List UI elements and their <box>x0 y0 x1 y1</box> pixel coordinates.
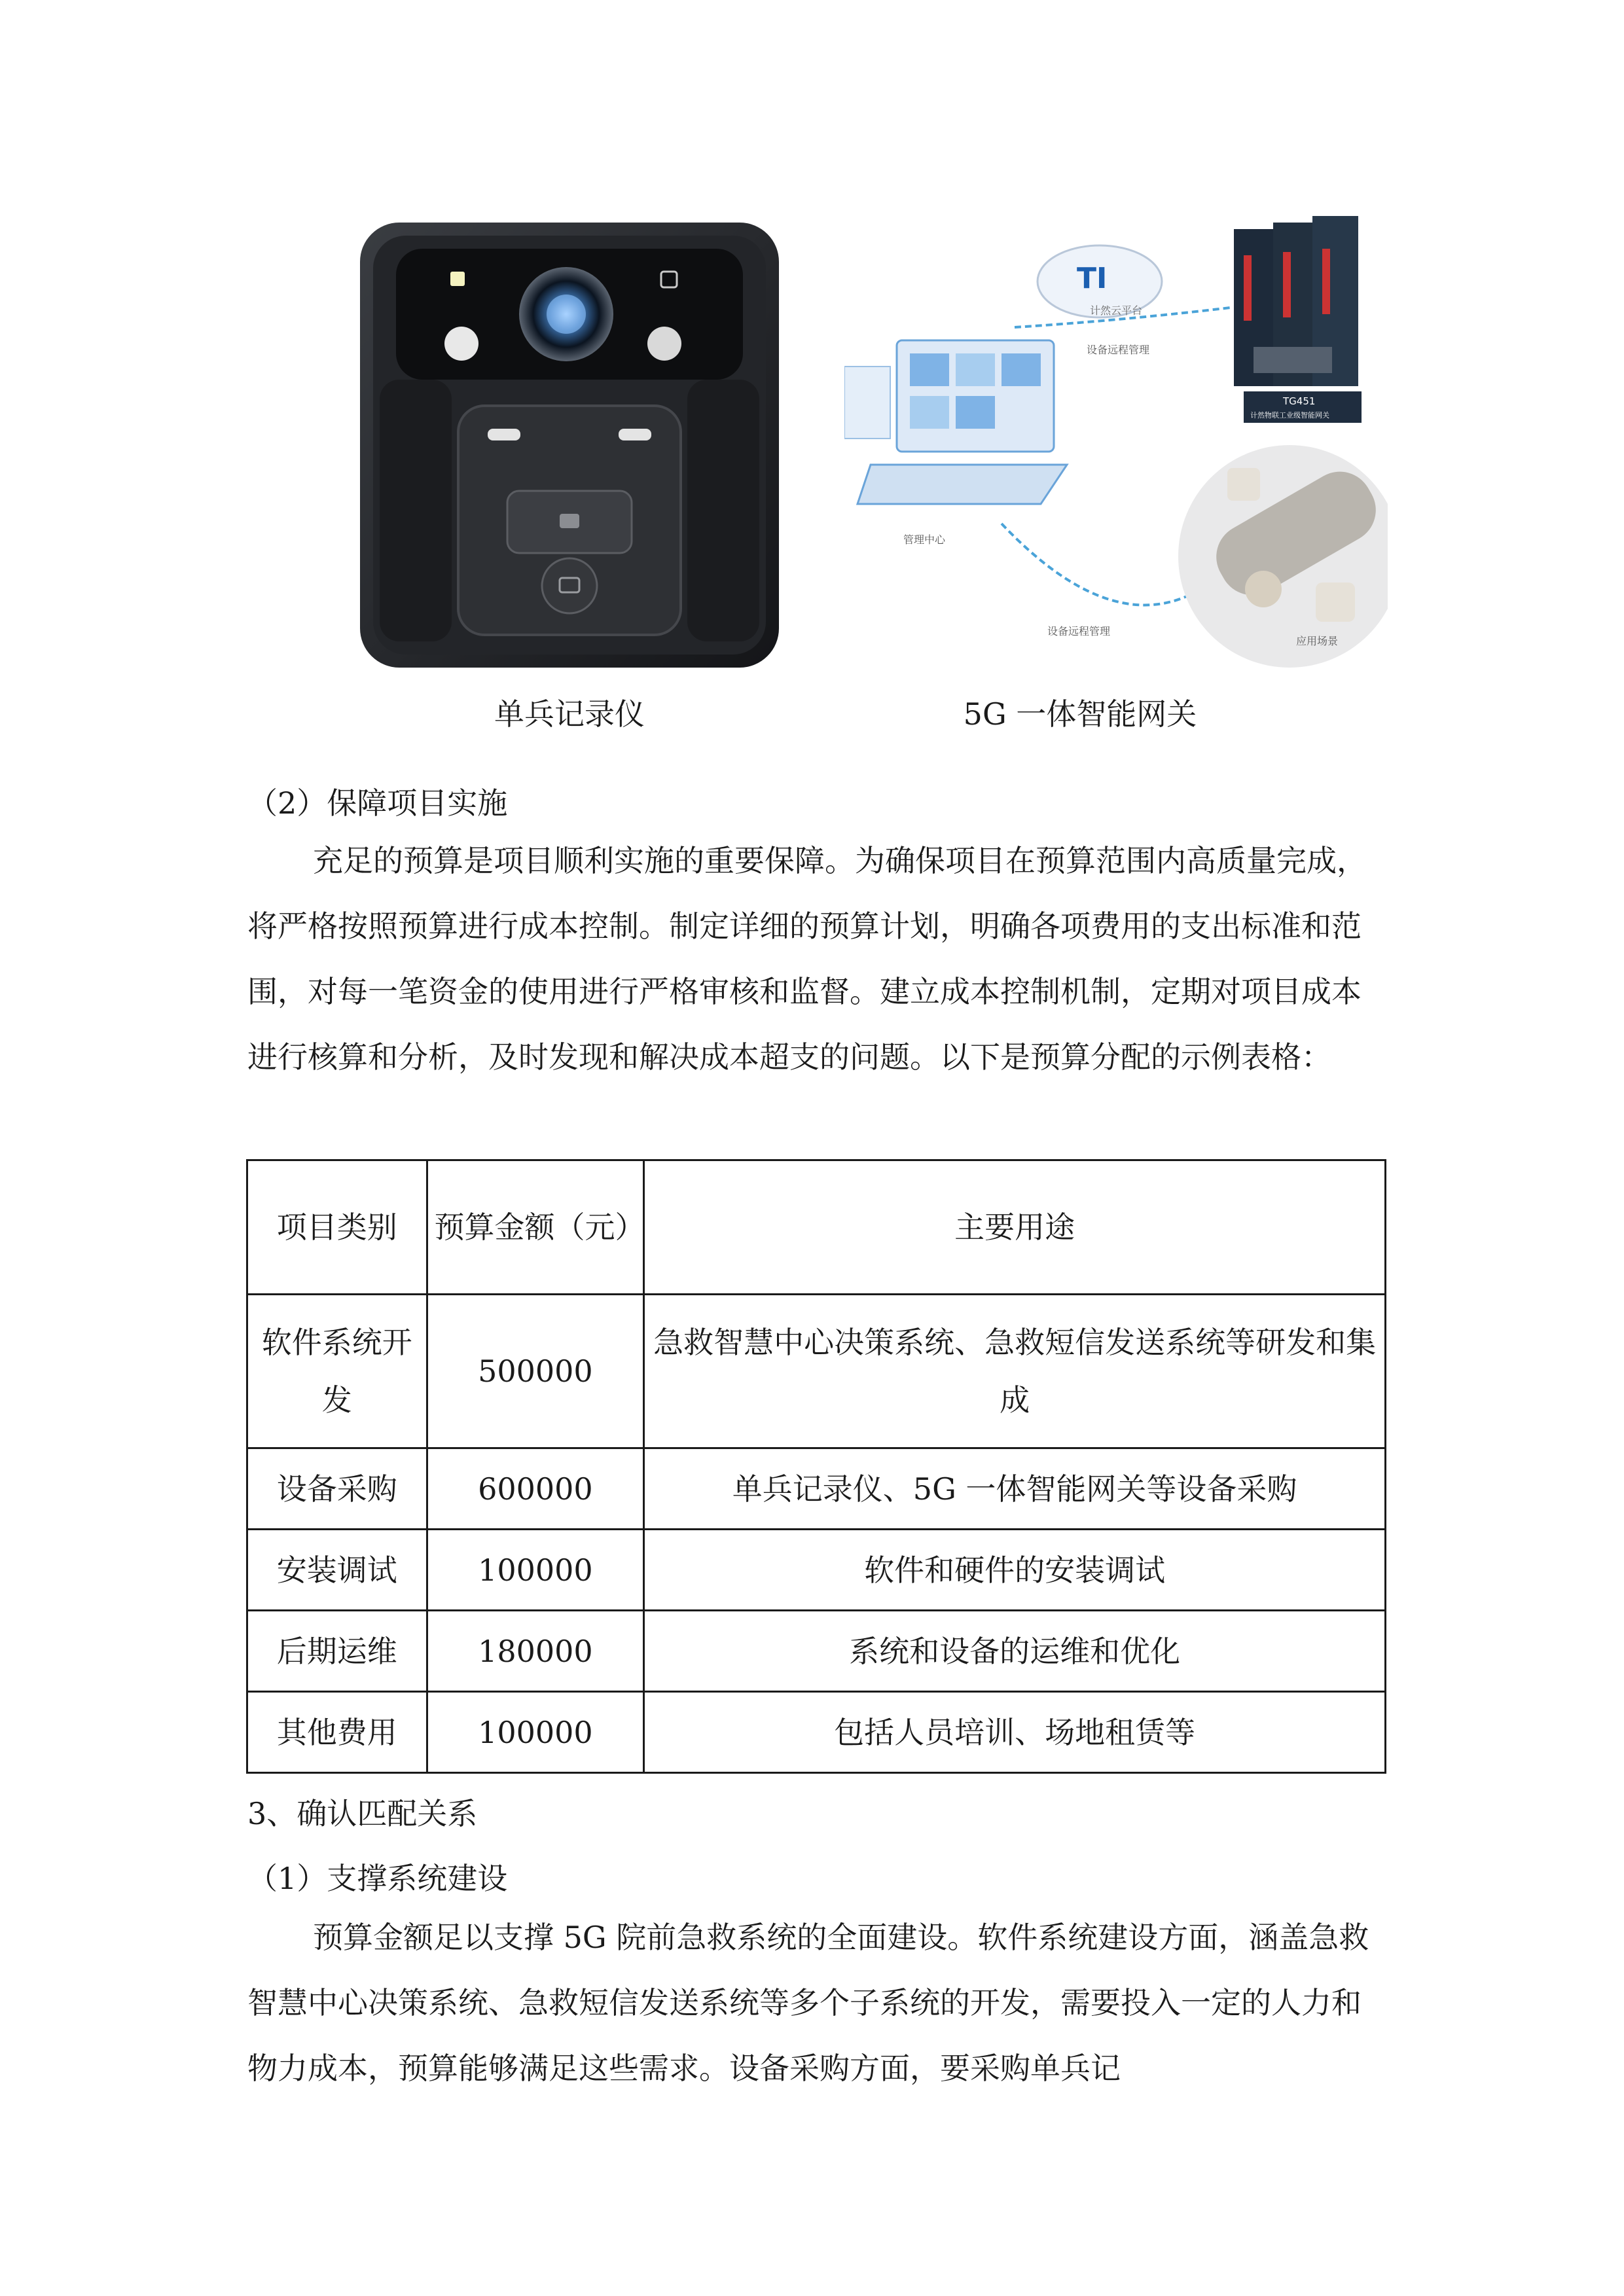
gateway-diagram-image <box>844 216 1388 674</box>
system-support-paragraph: 预算金额足以支撑 5G 院前急救系统的全面建设。软件系统建设方面，涵盖急救智慧中心决策系统、急救短信发送系统等多个子系统的开发，需要投入一定的人力和物力成本，预算能够满足这些需求。设备采购方面，要采购单兵记 <box>247 1920 1369 2086</box>
table-cell: 500000 <box>427 1295 644 1448</box>
table-header-cell: 主要用途 <box>644 1160 1386 1295</box>
svg-text:TI: TI <box>1077 262 1108 295</box>
cloud-label: 计然云平台 <box>1090 304 1143 317</box>
table-cell: 安装调试 <box>247 1530 427 1611</box>
table-cell: 180000 <box>427 1611 644 1692</box>
svg-text:TG451: TG451 <box>1283 395 1316 407</box>
table-cell: 600000 <box>427 1448 644 1530</box>
table-cell: 包括人员培训、场地租赁等 <box>644 1692 1386 1773</box>
table-cell: 急救智慧中心决策系统、急救短信发送系统等研发和集成 <box>644 1295 1386 1448</box>
table-header-cell: 项目类别 <box>247 1160 427 1295</box>
table-cell: 100000 <box>427 1692 644 1773</box>
budget-paragraph: 充足的预算是项目顺利实施的重要保障。为确保项目在预算范围内高质量完成，将严格按照预算进行成本控制。制定详细的预算计划，明确各项费用的支出标准和范围，对每一笔资金的使用进行严格审核和监督。建立成本控制机制，定期对项目成本进行核算和分析，及时发现和解决成本超支的问题。以下是预算分配的示例表格： <box>247 843 1367 1075</box>
table-row <box>247 1448 1386 1530</box>
table-cell: 单兵记录仪、5G 一体智能网关等设备采购 <box>644 1448 1386 1530</box>
table-cell: 系统和设备的运维和优化 <box>644 1611 1386 1692</box>
table-cell: 100000 <box>427 1530 644 1611</box>
body-camera-image <box>353 216 785 674</box>
svg-text:管理中心: 管理中心 <box>903 533 946 546</box>
gateway-device-icon <box>1234 216 1358 386</box>
table-row <box>247 1530 1386 1611</box>
svg-text:计然物联工业级智能网关: 计然物联工业级智能网关 <box>1250 411 1329 420</box>
table-row <box>247 1611 1386 1692</box>
figure-caption-gateway: 5G 一体智能网关 <box>963 696 1197 732</box>
budget-table <box>246 1159 1386 1774</box>
table-cell: 其他费用 <box>247 1692 427 1773</box>
svg-text:应用场景: 应用场景 <box>1296 635 1339 647</box>
table-cell: 设备采购 <box>247 1448 427 1530</box>
sub-heading-system-support: （1）支撑系统建设 <box>247 1861 508 1896</box>
section-heading-matching: 3、确认匹配关系 <box>247 1796 478 1831</box>
table-row <box>247 1692 1386 1773</box>
table-header-row <box>247 1160 1386 1295</box>
table-cell: 软件和硬件的安装调试 <box>644 1530 1386 1611</box>
section-heading-budget-assurance: （2）保障项目实施 <box>247 785 508 821</box>
table-cell: 软件系统开发 <box>247 1295 427 1448</box>
svg-text:设备远程管理: 设备远程管理 <box>1047 625 1111 637</box>
svg-text:设备远程管理: 设备远程管理 <box>1087 344 1150 356</box>
table-row <box>247 1295 1386 1448</box>
table-header-cell: 预算金额（元） <box>427 1160 644 1295</box>
figure-caption-body-camera: 单兵记录仪 <box>494 696 645 732</box>
table-cell: 后期运维 <box>247 1611 427 1692</box>
